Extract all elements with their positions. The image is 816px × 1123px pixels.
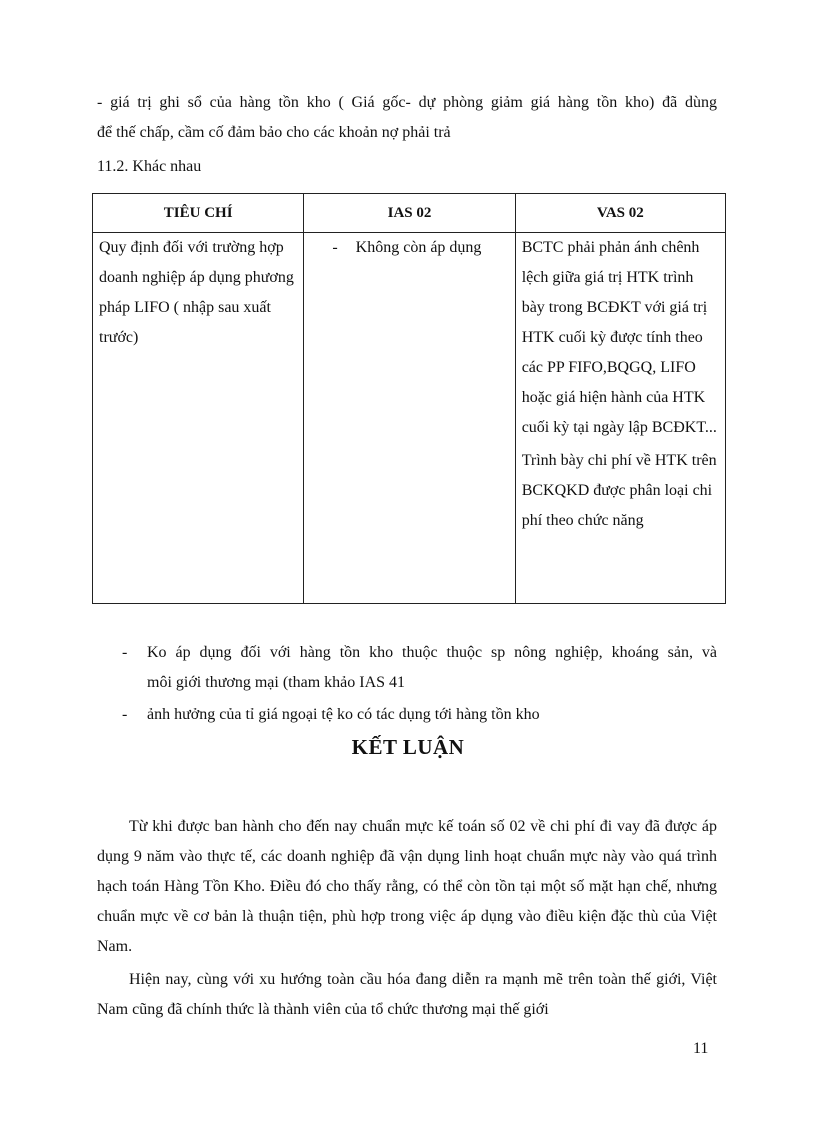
comparison-table bbox=[92, 193, 726, 604]
cell-criteria bbox=[93, 233, 304, 604]
vas-paragraph-2: Trình bày chi phí về HTK trên BCKQKD được phân loại chi phí theo chức năng bbox=[521, 452, 717, 529]
conclusion-paragraph-1: Từ khi được ban hành cho đến nay chuẩn mực kế toán số 02 về chi phí đi vay đã được áp dụng 9 năm vào thực tế, các doanh nghiệp đã vận dụng linh hoạt chuẩn mực này vào quá trình hạch toán Hàng Tồn Kho. Điều đó cho thấy rằng, có thể còn tồn tại một số mặt hạn chế, nhưng chuẩn mực về cơ bản là thuận tiện, phù hợp trong việc áp dụng vào điều kiện đặc thù của Việt Nam. bbox=[97, 818, 717, 955]
cell-ias bbox=[304, 233, 515, 604]
bullet-dash-1: - bbox=[122, 644, 128, 661]
page-number: 11 bbox=[693, 1040, 709, 1057]
conclusion-paragraph-2: Hiện nay, cùng với xu hướng toàn cầu hóa đang diễn ra mạnh mẽ trên toàn thế giới, Việt Nam cũng đã chính thức là thành viên của tổ chức thương mại thế giới bbox=[97, 971, 717, 1018]
table-header-row bbox=[93, 194, 726, 233]
criteria-text: Quy định đối với trường hợp doanh nghiệp áp dụng phương pháp LIFO ( nhập sau xuất trước) bbox=[99, 239, 294, 346]
vas-paragraph-1: BCTC phải phản ánh chênh lệch giữa giá trị HTK trình bày trong BCĐKT với giá trị HTK cuối kỳ được tính theo các PP FIFO,BQGQ, LIFO hoặc giá hiện hành của HTK cuối kỳ tại ngày lập BCĐKT... bbox=[521, 239, 717, 436]
ias-text: Không còn áp dụng bbox=[355, 239, 482, 256]
cell-vas bbox=[515, 233, 725, 604]
conclusion-title: KẾT LUẬN bbox=[351, 735, 465, 759]
header-ias: IAS 02 bbox=[304, 194, 515, 233]
bullet-2-text: ảnh hưởng của tỉ giá ngoại tệ ko có tác dụng tới hàng tồn kho bbox=[147, 706, 540, 723]
bullet-1-line-2: môi giới thương mại (tham khảo IAS 41 bbox=[147, 674, 406, 691]
bullet-1-line-1: Ko áp dụng đối với hàng tồn kho thuộc thuộc sp nông nghiệp, khoáng sản, và bbox=[147, 644, 717, 661]
header-vas: VAS 02 bbox=[515, 194, 725, 233]
intro-line-2: để thế chấp, cầm cố đảm bảo cho các khoản nợ phải trả bbox=[97, 124, 451, 141]
table-row bbox=[93, 233, 726, 604]
bullet-dash-2: - bbox=[122, 706, 128, 723]
section-heading: 11.2. Khác nhau bbox=[97, 158, 202, 175]
intro-line-1: - giá trị ghi sổ của hàng tồn kho ( Giá gốc- dự phòng giảm giá hàng tồn kho) đã dùng bbox=[97, 94, 717, 111]
ias-dash: - bbox=[332, 239, 338, 256]
header-criteria: TIÊU CHÍ bbox=[93, 194, 304, 233]
